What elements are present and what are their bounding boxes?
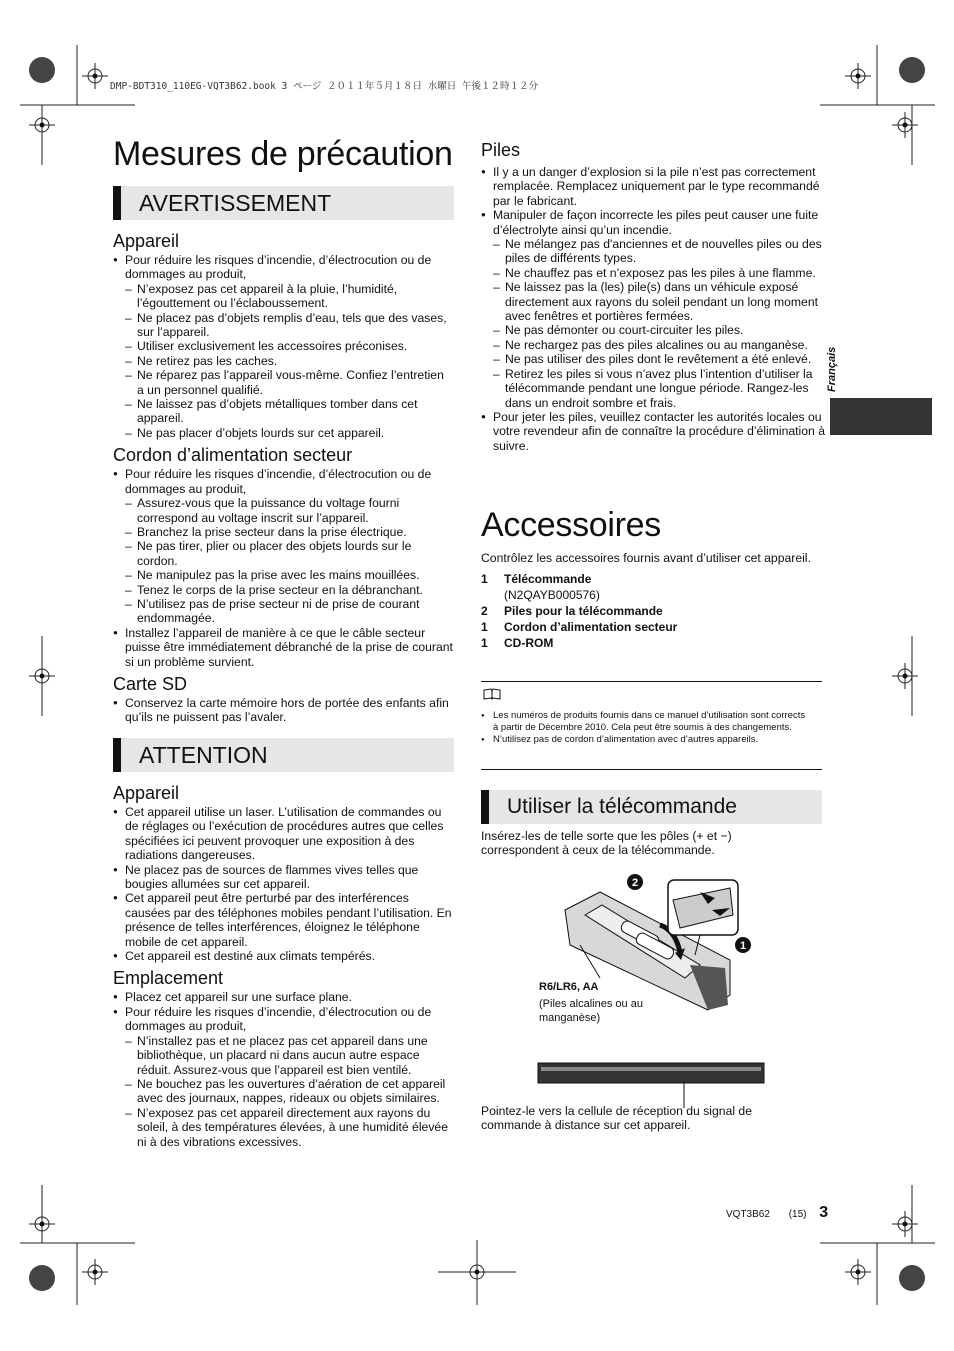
accessories-section [481, 551, 821, 651]
section-heading: Appareil [113, 783, 180, 803]
bullet-item: ● Cet appareil est destiné aux climats tempérés. [113, 949, 453, 963]
divider-top [481, 681, 822, 682]
dash-item: – Ne chauffez pas et n’exposez pas les piles à une flamme. [481, 266, 825, 280]
caution-content [113, 784, 453, 1149]
accessory-item [481, 635, 821, 651]
dash-item: – Assurez-vous que la puissance du voltage fourni correspond au voltage inscrit sur l’appareil. [113, 496, 453, 525]
note-item: ● N’utilisez pas de cordon d’alimentation avec d’autres appareils. [481, 734, 806, 746]
bullet-item: ● Conservez la carte mémoire hors de portée des enfants afin qu’ils ne puissent pas l’avaler. [113, 696, 453, 725]
accessory-item [481, 603, 821, 619]
step-1-marker: 1 [739, 940, 747, 952]
accessory-label: CD-ROM [504, 636, 554, 651]
battery-type-label: R6/LR6, AA (Piles alcalines ou au manganèse) [539, 981, 643, 1024]
page-number: 3 [819, 1204, 829, 1221]
accessory-qty: 1 [481, 636, 488, 651]
dash-item: – Tenez le corps de la prise secteur en la débranchant. [113, 583, 453, 597]
dash-item: – N’exposez pas cet appareil directement aux rayons du soleil, à des températures élevées, à une humidité élevée ni à des vibrations excessives. [113, 1106, 453, 1149]
dash-item: – N’installez pas et ne placez pas cet appareil dans une bibliothèque, un placard ni dans aucun autre espace réduit. Assurez-vous que l’appareil est bien ventilé. [113, 1034, 453, 1077]
bullet-item: ● Pour réduire les risques d’incendie, d’électrocution ou de dommages au produit, [113, 467, 453, 496]
doc-code: VQT3B62 [726, 1209, 770, 1220]
point-instruction: Pointez-le vers la cellule de réception du signal de commande à distance sur cet appareil. [481, 1104, 752, 1133]
language-label: Français [826, 346, 838, 392]
section-heading: Appareil [113, 231, 180, 251]
batteries-section [481, 141, 825, 453]
step-2-marker: 2 [631, 877, 639, 889]
dash-item: – Branchez la prise secteur dans la prise électrique. [113, 525, 453, 539]
bullet-item: ● Pour réduire les risques d’incendie, d’électrocution ou de dommages au produit, [113, 1005, 453, 1034]
accessories-title: Accessoires [481, 506, 661, 544]
accessory-label: Cordon d’alimentation secteur [504, 620, 678, 635]
accessory-code: (N2QAYB000576) [504, 588, 600, 603]
page-seq: (15) [788, 1209, 807, 1220]
accessory-label: Piles pour la télécommande [504, 604, 663, 619]
accessory-item [481, 571, 821, 603]
footer [726, 1204, 828, 1222]
dash-item: – Ne réparez pas l’appareil vous-même. Confiez l’entretien a un personnel qualifié. [113, 368, 453, 397]
remote-banner: Utiliser la télécommande [481, 790, 822, 824]
dash-item: – Ne laissez pas d’objets métalliques tomber dans cet appareil. [113, 397, 453, 426]
remote-intro: Insérez-les de telle sorte que les pôles (+ et −) correspondent à ceux de la télécommande. [481, 829, 732, 858]
dash-item: – Ne laissez pas la (les) pile(s) dans un véhicule exposé directement aux rayons du soleil pendant un long moment avec fenêtres et portières fermées. [481, 280, 825, 323]
dash-item: – Ne pas placer d’objets lourds sur cet appareil. [113, 426, 453, 440]
warning-content [113, 232, 453, 725]
bullet-item: ● Manipuler de façon incorrecte les piles peut causer une fuite d’électrolyte ainsi qu’un incendie. [481, 208, 825, 237]
accessory-item [481, 619, 821, 635]
accessory-qty: 1 [481, 620, 488, 635]
dash-item: – Ne rechargez pas des piles alcalines ou au manganèse. [481, 338, 825, 352]
player-illustration [537, 1062, 767, 1110]
batteries-heading: Piles [481, 140, 521, 160]
accessory-qty: 2 [481, 604, 488, 619]
divider-bottom [481, 769, 822, 770]
accessory-qty: 1 [481, 572, 488, 587]
dash-item: – Ne placez pas d’objets remplis d’eau, tels que des vases, sur l’appareil. [113, 311, 453, 340]
dash-item: – Ne pas démonter ou court-circuiter les piles. [481, 323, 825, 337]
caution-banner: ATTENTION [113, 738, 454, 772]
section-heading: Cordon d’alimentation secteur [113, 445, 353, 466]
dash-item: – Ne mélangez pas d'anciennes et de nouvelles piles ou des piles de différents types. [481, 237, 825, 266]
section-heading: Carte SD [113, 673, 188, 694]
accessory-label: Télécommande [504, 572, 592, 587]
warning-banner: AVERTISSEMENT [113, 186, 454, 220]
dash-item: – Ne manipulez pas la prise avec les mains mouillées. [113, 568, 453, 582]
dash-item: – Ne pas utiliser des piles dont le revêtement a été enlevé. [481, 352, 825, 366]
dash-item: – N’utilisez pas de prise secteur ni de prise de courant endommagée. [113, 597, 453, 626]
bullet-item: ● Pour réduire les risques d’incendie, d’électrocution ou de dommages au produit, [113, 253, 453, 282]
dash-item: – Retirez les piles si vous n’avez plus l’intention d’utiliser la télécommande pendant une longue période. Rangez-les dans un endroit sombre et frais. [481, 367, 825, 410]
bullet-item: ● Placez cet appareil sur une surface plane. [113, 990, 453, 1004]
dash-item: – Ne retirez pas les caches. [113, 354, 453, 368]
section-heading: Emplacement [113, 968, 224, 989]
bullet-item: ● Installez l’appareil de manière à ce que le câble secteur puisse être immédiatement débranché de la prise de courant si un problème survient. [113, 626, 453, 669]
dash-item: – Ne bouchez pas les ouvertures d’aération de cet appareil avec des journaux, nappes, rideaux ou objets similaires. [113, 1077, 453, 1106]
bullet-item: ● Cet appareil peut être perturbé par des interférences causées par des téléphones mobiles pendant l’utilisation. En présence de telles interférences, éloignez le téléphone mobile de cet appareil. [113, 891, 453, 949]
book-icon [483, 688, 501, 700]
bullet-item: ● Ne placez pas de sources de flammes vives telles que bougies allumées sur cet appareil. [113, 863, 453, 892]
dash-item: – Ne pas tirer, plier ou placer des objets lourds sur le cordon. [113, 539, 453, 568]
bullet-item: ● Pour jeter les piles, veuillez contacter les autorités locales ou votre revendeur afin de connaître la procédure d’élimination à suivre. [481, 410, 825, 453]
page-title: Mesures de précaution [113, 135, 453, 173]
dash-item: – N’exposez pas cet appareil à la pluie, l’humidité, l’égouttement ou l’éclaboussement. [113, 282, 453, 311]
dash-item: – Utiliser exclusivement les accessoires préconises. [113, 339, 453, 353]
language-tab [830, 398, 932, 435]
print-header: DMP-BDT310_110EG-VQT3B62.book 3 ページ ２０１１年５月１８日 水曜日 午後１２時１２分 [110, 81, 538, 92]
note-section [481, 710, 806, 746]
note-item: ● Les numéros de produits fournis dans ce manuel d’utilisation sont corrects à partir de Décembre 2010. Cela peut être soumis à des changements. [481, 710, 806, 734]
bullet-item: ● Il y a un danger d’explosion si la pile n’est pas correctement remplacée. Remplacez uniquement par le type recommandé par le fabricant. [481, 165, 825, 208]
bullet-item: ● Cet appareil utilise un laser. L’utilisation de commandes ou de réglages ou l’exécution de procédures autres que celles spécifiées ici peuvent provoquer une exposition à des radiations dangereuses. [113, 805, 453, 863]
accessories-intro: Contrôlez les accessoires fournis avant d’utiliser cet appareil. [481, 551, 811, 565]
